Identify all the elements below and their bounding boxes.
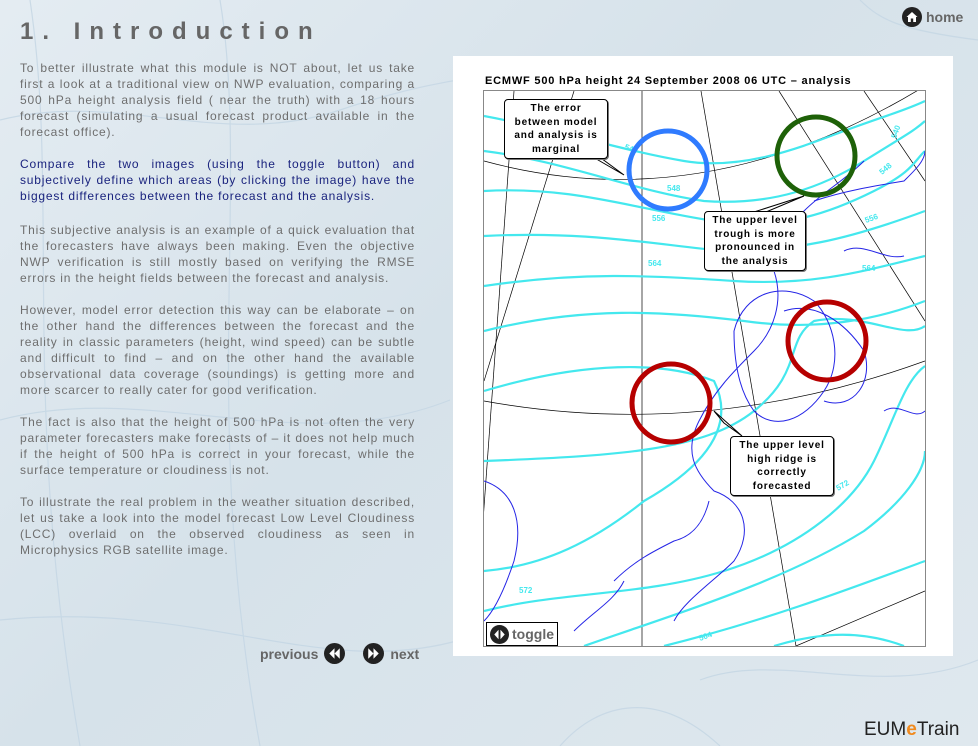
paragraph-fact: The fact is also that the height of 500 hPa is not often the very parameter forecasters make forecasts of – it does not help much if the height of 500 hPa is correct in your forecast, while the surface temperature or cloudiness is not. bbox=[20, 415, 415, 477]
previous-label: previous bbox=[260, 645, 319, 662]
contour-label: 572 bbox=[834, 478, 851, 493]
contour-label: 556 bbox=[863, 211, 880, 225]
rewind-icon bbox=[324, 643, 345, 664]
logo-prefix: EUM bbox=[864, 719, 907, 740]
callout-trough: The upper level trough is more pronounced in the analysis bbox=[704, 211, 806, 271]
contour-label: 564 bbox=[648, 259, 662, 268]
logo-e: e bbox=[906, 719, 917, 740]
toggle-icon bbox=[490, 625, 509, 644]
paragraph-instruction: Compare the two images (using the toggle button) and subjectively define which areas (by clicking the image) have the biggest differences between the forecast and the analysis. bbox=[20, 157, 415, 203]
fast-forward-icon bbox=[363, 643, 384, 664]
red-marker-east bbox=[788, 302, 866, 380]
next-label: next bbox=[390, 645, 420, 662]
contour-label: 540 bbox=[889, 124, 903, 140]
home-button[interactable] bbox=[902, 7, 963, 27]
map-title: ECMWF 500 hPa height 24 September 2008 06 UTC – analysis bbox=[485, 75, 852, 87]
contour-label: 540 bbox=[623, 142, 639, 156]
callout-ridge: The upper level high ridge is correctly forecasted bbox=[730, 436, 834, 496]
home-icon bbox=[902, 7, 922, 27]
toggle-label: toggle bbox=[512, 626, 554, 642]
paragraph-however: However, model error detection this way can be elaborate – on the other hand the differences between the forecast and the reality in classic parameters (height, wind speed) can be subtle and difficult to find – and on the other hand the available observational data coverage (soundings) is getting more and more scarcer to really cater for good verification. bbox=[20, 303, 415, 397]
contour-label: 556 bbox=[652, 214, 666, 223]
green-marker bbox=[777, 117, 855, 195]
logo-suffix: Train bbox=[916, 719, 960, 740]
map-panel bbox=[453, 56, 953, 656]
paragraph-illustrate: To illustrate the real problem in the weather situation described, let us take a look into the model forecast Low Level Cloudiness (LCC) overlaid on the observed cloudiness as seen in Microphysics RGB satellite image. bbox=[20, 495, 415, 557]
callout-marginal-error: The error between model and analysis is marginal bbox=[504, 99, 608, 159]
contour-label: 564 bbox=[862, 264, 876, 273]
home-label: home bbox=[926, 9, 964, 25]
page-navigation bbox=[260, 643, 419, 664]
previous-button[interactable] bbox=[260, 643, 345, 664]
height-map-image[interactable] bbox=[483, 90, 926, 647]
next-button[interactable] bbox=[363, 643, 419, 664]
contour-label: 548 bbox=[667, 184, 681, 193]
eumetrain-logo bbox=[864, 719, 959, 741]
contour-label: 572 bbox=[519, 586, 533, 595]
paragraph-intro: To better illustrate what this module is NOT about, let us take first a look at a traditional view on NWP evaluation, comparing a 500 hPa height analysis field ( near the truth) with a 18 hours forecast (simulating a usual forecast product available in the forecast office). bbox=[20, 61, 415, 139]
intro-text bbox=[20, 60, 415, 574]
contour-label: 548 bbox=[877, 161, 894, 177]
blue-marker bbox=[629, 131, 707, 209]
contour-label: 564 bbox=[697, 629, 714, 643]
page-title: 1. Introduction bbox=[20, 18, 322, 45]
toggle-button[interactable] bbox=[486, 622, 558, 646]
red-marker-west bbox=[632, 364, 710, 442]
paragraph-subjective: This subjective analysis is an example of a quick evaluation that the forecasters have always been making. Even the objective NWP verification is still mostly based on verifying the RMSE errors in the height fields between the forecast and analysis. bbox=[20, 223, 415, 285]
